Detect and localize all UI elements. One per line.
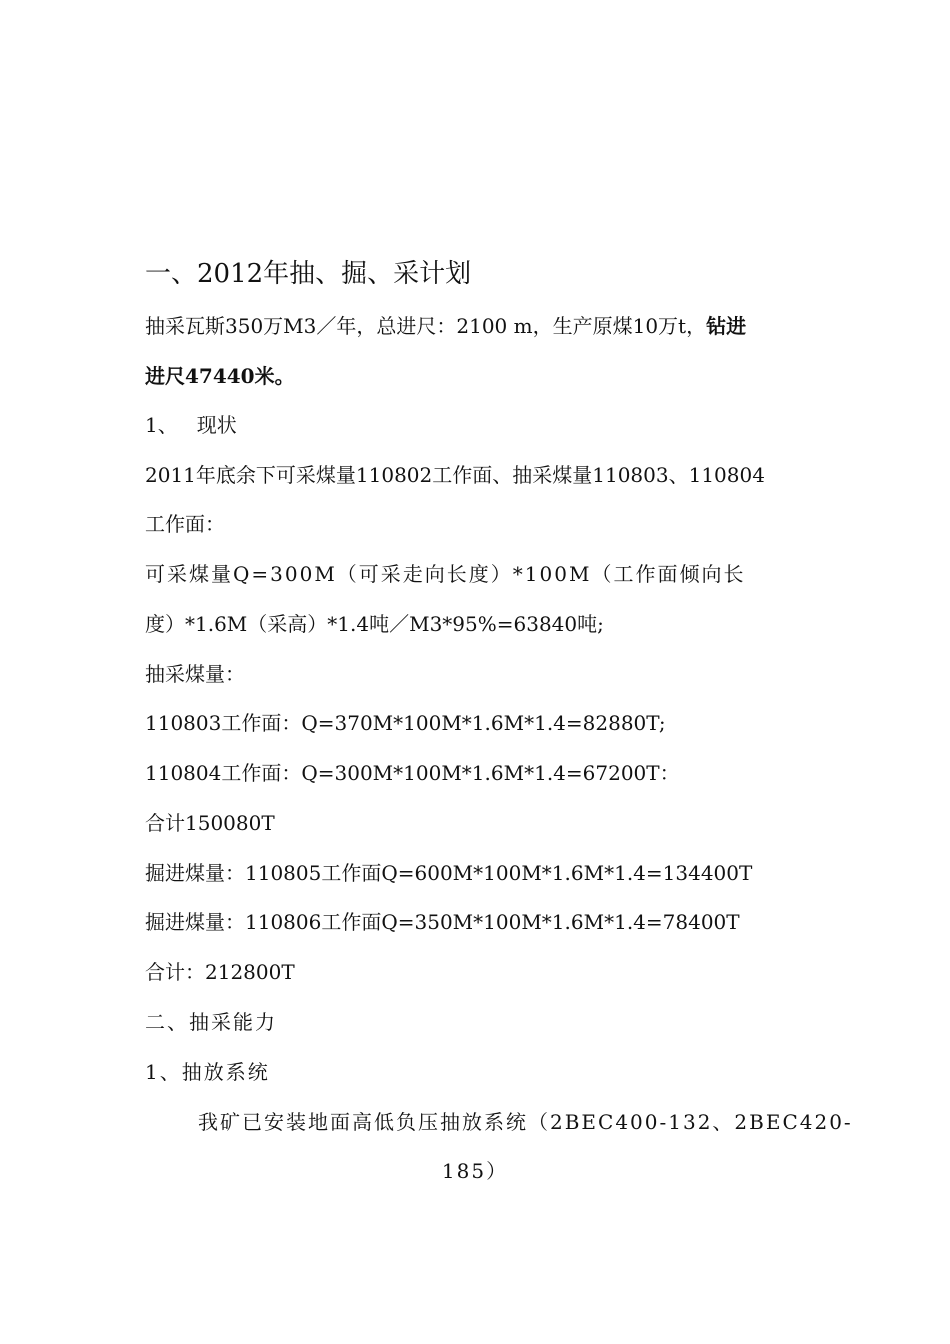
extraction-110804: 110804工作面：Q=300M*100M*1.6M*1.4=67200T： — [145, 761, 680, 785]
status-line-1: 2011年底余下可采煤量110802工作面、抽采煤量110803、110804 — [145, 463, 765, 487]
section1-title: 1、 现状 — [145, 413, 237, 437]
tunnel-110805: 掘进煤量：110805工作面Q=600M*100M*1.6M*1.4=134400T — [145, 861, 753, 885]
extraction-total: 合计150080T — [145, 811, 275, 835]
summary-line-1 — [145, 313, 746, 339]
subsection-title: 1、抽放系统 — [145, 1060, 270, 1084]
tunnel-total: 合计：212800T — [145, 960, 295, 984]
summary-bold-text: 钻进 — [706, 314, 747, 338]
formula-line-2: 度）*1.6M（采高）*1.4吨／M3*95%=63840吨; — [145, 612, 604, 636]
section2-title: 二、抽采能力 — [145, 1010, 277, 1034]
formula-line-1: 可采煤量Q=300M（可采走向长度）*100M（工作面倾向长 — [145, 562, 746, 586]
tunnel-110806: 掘进煤量：110806工作面Q=350M*100M*1.6M*1.4=78400T — [145, 910, 740, 934]
extraction-110803: 110803工作面：Q=370M*100M*1.6M*1.4=82880T; — [145, 711, 666, 735]
summary-line-2: 进尺47440米。 — [145, 364, 295, 388]
summary-text: 抽采瓦斯350万M3／年，总进尺：2100 m，生产原煤10万t， — [145, 314, 707, 338]
extraction-label: 抽采煤量： — [145, 662, 245, 686]
section-heading: 一、2012年抽、掘、采计划 — [145, 259, 472, 289]
status-line-2: 工作面： — [145, 512, 225, 536]
system-desc-line-2: 185） — [441, 1159, 509, 1183]
system-desc-line-1: 我矿已安装地面高低负压抽放系统（2BEC400-132、2BEC420- — [198, 1110, 853, 1134]
